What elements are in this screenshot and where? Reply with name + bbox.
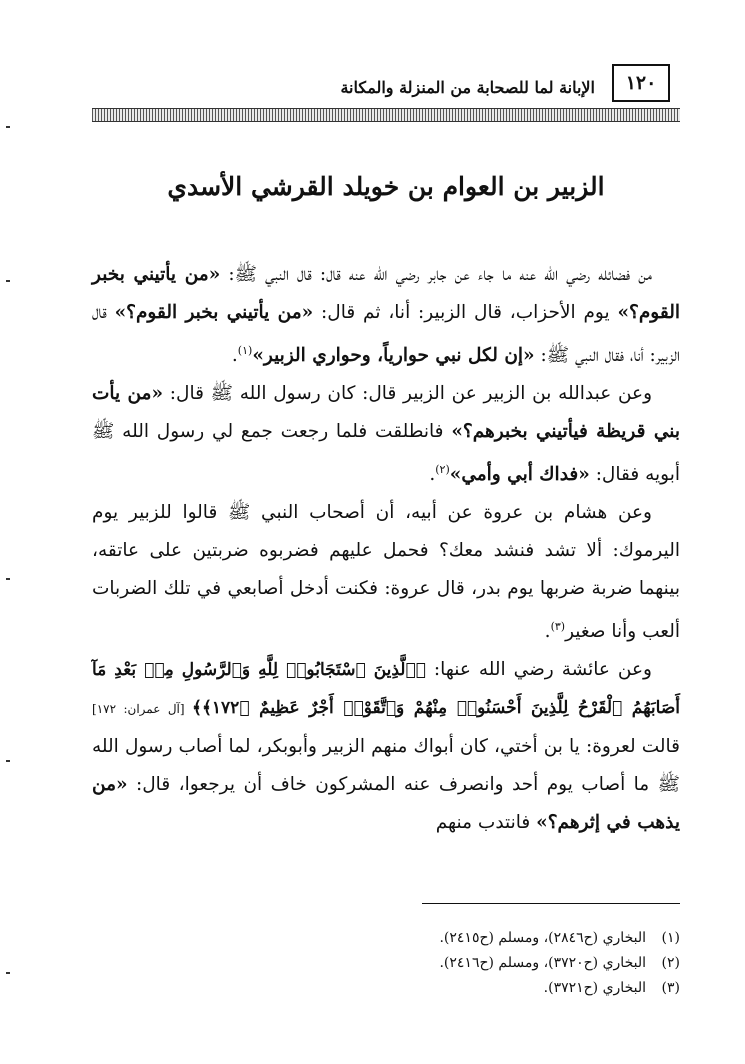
margin-tick — [6, 126, 10, 128]
margin-tick — [6, 760, 10, 762]
margin-tick — [6, 972, 10, 974]
footnotes — [92, 926, 680, 1001]
paragraph-4 — [92, 651, 680, 842]
hadith-quote: «من يأت بني قريظة فيأتيني بخبرهم؟» — [92, 383, 680, 443]
paragraph-1 — [92, 256, 680, 375]
body-text — [92, 256, 680, 842]
paragraph-text: من فضائله رضي الله عنه ما جاء عن جابر رضي الله عنه قال: قال النبي ﷺ: — [220, 264, 652, 285]
margin-tick — [6, 578, 10, 580]
hadith-quote: «إن لكل نبي حوارياً، وحواري الزبير» — [252, 345, 535, 367]
paragraph-text: وعن عائشة رضي الله عنها: — [425, 659, 652, 681]
footnote-item — [92, 926, 680, 951]
paragraph-3 — [92, 494, 680, 651]
chapter-title: الزبير بن العوام بن خويلد القرشي الأسدي — [167, 172, 605, 201]
footnote-number: (٢) — [661, 955, 680, 971]
header-divider — [92, 108, 680, 122]
hadith-quote: «من يأتيني بخبر القوم؟» — [92, 264, 680, 323]
footnote-text: البخاري (ح٢٨٤٦)، ومسلم (ح٢٤١٥). — [439, 930, 646, 946]
paragraph-text: . — [544, 621, 551, 643]
footnote-number: (١) — [661, 930, 680, 946]
footnote-text: البخاري (ح٣٧٢١). — [543, 980, 646, 996]
paragraph-text: قال الزبير: أنا، فقال النبي ﷺ: — [92, 302, 680, 367]
footnote-item — [92, 976, 680, 1001]
paragraph-text: وعن عبدالله بن الزبير عن الزبير قال: كان رسول الله ﷺ قال: — [163, 383, 652, 405]
footnote-marker[interactable]: (١) — [237, 344, 253, 357]
hadith-quote: «من يذهب في إثرهم؟» — [92, 774, 680, 834]
surah-reference: [آل عمران: ١٧٢] — [92, 702, 192, 717]
paragraph-text: . — [429, 464, 436, 486]
footnote-marker[interactable]: (٢) — [435, 463, 450, 477]
paragraph-text: فانطلقت فلما رجعت جمع لي رسول الله ﷺ أبويه فقال: — [92, 421, 680, 486]
hadith-quote: «فداك أبي وأمي» — [449, 464, 590, 486]
footnote-item — [92, 951, 680, 976]
hadith-quote: «من يأتيني بخبر القوم؟» — [114, 302, 314, 323]
paragraph-text: فانتدب منهم — [435, 812, 537, 834]
paragraph-2 — [92, 375, 680, 494]
page-number-box — [612, 64, 670, 102]
paragraph-text: . — [231, 345, 238, 367]
paragraph-text: قالت لعروة: يا بن أختي، كان أبواك منهم الزبير وأبوبكر، لما أصاب رسول الله ﷺ ما أصاب يوم أحد وانصرف عنه المشركون خاف أن يرجعوا، قال: — [92, 736, 680, 796]
footnote-number: (٣) — [661, 980, 680, 996]
footnote-marker[interactable]: (٣) — [550, 620, 566, 634]
running-title: الإبانة لما للصحابة من المنزلة والمكانة — [340, 78, 595, 97]
paragraph-text: يوم الأحزاب، قال الزبير: أنا، ثم قال: — [313, 302, 618, 323]
footnote-divider — [422, 903, 680, 904]
footnote-text: البخاري (ح٣٧٢٠)، ومسلم (ح٢٤١٦). — [439, 955, 646, 971]
paragraph-text: وعن هشام بن عروة عن أبيه، أن أصحاب النبي ﷺ قالوا للزبير يوم اليرموك: ألا تشد فنشد معك؟ فحمل عليهم فضربوه ضربتين على عاتقه، بينهما ضربة ضربها يوم بدر، قال عروة: فكنت أدخل أصابعي في تلك الضربات ألعب وأنا صغير — [92, 502, 680, 643]
page-number: ١٢٠ — [625, 72, 657, 94]
quran-verse: ﴿ٱلَّذِينَ ٱسْتَجَابُوا۟ لِلَّهِ وَٱلرَّسُولِ مِنۢ بَعْدِ مَآ أَصَابَهُمُ ٱلْقَرْحُ لِلَّذِينَ أَحْسَنُوا۟ مِنْهُمْ وَٱتَّقَوْا۟ أَجْرٌ عَظِيمٌ ﴿١٧٢﴾﴾ — [92, 660, 680, 719]
margin-tick — [6, 280, 10, 282]
